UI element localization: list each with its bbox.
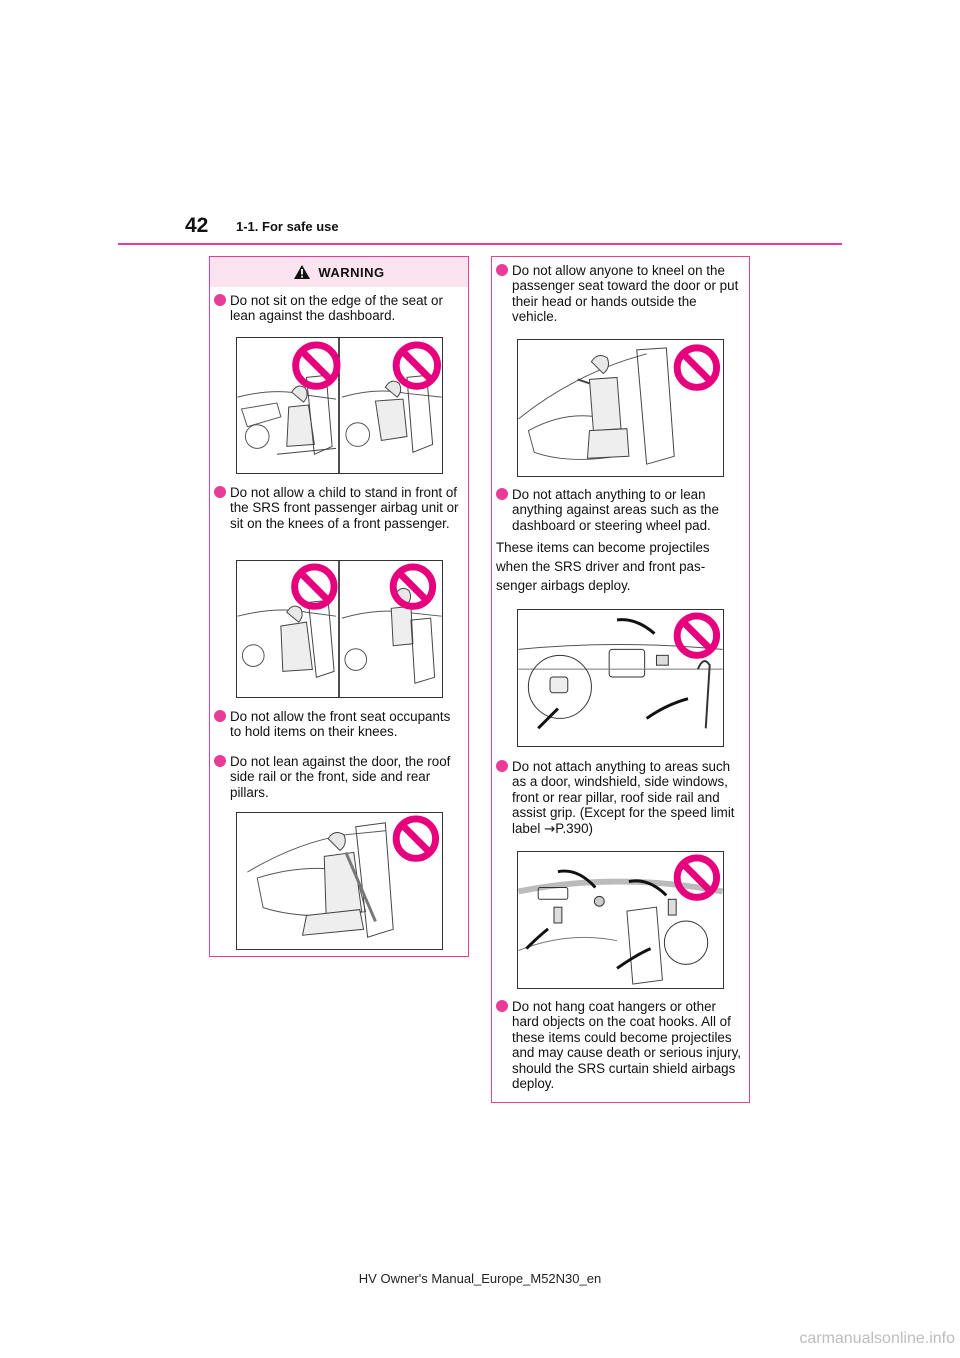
- note-line: These items can become projectiles: [496, 540, 710, 555]
- item-text: Do not allow a child to stand in front of the SRS front passenger airbag unit or sit on the knees of a front passenger.: [230, 485, 459, 531]
- item-text: Do not allow anyone to kneel on the passenger seat toward the door or put their head or hands outside the vehicle.: [512, 263, 739, 325]
- kneeling-scene: [518, 340, 723, 476]
- page-ref-link[interactable]: P.390): [555, 820, 593, 836]
- prohibition-icon: [396, 819, 435, 858]
- item-text: [496, 759, 744, 837]
- watermark: carmanualsonline.info: [799, 1330, 955, 1347]
- warning-title: WARNING: [318, 264, 385, 280]
- warning-box-left: [209, 256, 469, 957]
- list-item: [496, 999, 744, 1091]
- item-text-main: Do not attach anything to areas such as a door, windshield, side windows, front or rear pillar, roof side rail and assist grip. (Except for the speed limit label: [512, 759, 735, 836]
- item-text: Do not attach anything to or lean anything against areas such as the dashboard or steering wheel pad.: [512, 487, 719, 533]
- prohibition-icon: [296, 345, 337, 386]
- illustration-edge-of-seat: [236, 337, 443, 474]
- note-line: senger airbags deploy.: [496, 578, 631, 593]
- prohibition-icon: [677, 858, 716, 897]
- page-number: 42: [185, 214, 209, 237]
- section-title: 1-1. For safe use: [236, 219, 339, 234]
- list-item: [214, 293, 462, 324]
- leaning-door-scene: [237, 813, 442, 949]
- child-standing-scene: [237, 561, 442, 697]
- bullet-icon: [214, 294, 226, 306]
- warning-triangle-icon: [293, 264, 311, 280]
- interior-attachments-scene: [518, 852, 723, 988]
- page-ref-arrow: →: [544, 821, 556, 837]
- list-item: [214, 485, 462, 531]
- bullet-icon: [496, 488, 508, 500]
- note-line: when the SRS driver and front pas-: [496, 559, 706, 574]
- list-item: [496, 759, 744, 837]
- warning-header: [210, 257, 468, 287]
- item-text: Do not sit on the edge of the seat or lean against the dashboard.: [230, 293, 443, 324]
- header-rule: [118, 243, 842, 245]
- item-text: Do not allow the front seat occupants to hold items on their knees.: [230, 709, 451, 740]
- bullet-icon: [214, 710, 226, 722]
- bullet-icon: [214, 755, 226, 767]
- prohibition-icon: [677, 616, 716, 655]
- item-text: Do not hang coat hangers or other hard objects on the coat hooks. All of these items could become projectiles and may cause death or serious injury, should the SRS curtain shield airbags deploy.: [512, 999, 742, 1092]
- illustration-kneeling: [517, 339, 724, 477]
- prohibition-icon: [295, 567, 334, 606]
- manual-footer: HV Owner's Manual_Europe_M52N30_en: [358, 1271, 602, 1286]
- illustration-interior-attachments: [517, 851, 724, 989]
- bullet-icon: [496, 1000, 508, 1012]
- prohibition-icon: [393, 567, 432, 606]
- prohibition-icon: [396, 345, 437, 386]
- projectiles-note: [496, 538, 744, 595]
- warning-box-right: [491, 256, 750, 1103]
- list-item: [496, 263, 744, 325]
- bullet-icon: [496, 264, 508, 276]
- list-item: [214, 709, 462, 740]
- illustration-leaning-door: [236, 812, 443, 950]
- dashboard-items-scene: [518, 610, 723, 746]
- list-item: [214, 754, 462, 800]
- prohibition-icon: [677, 348, 716, 387]
- illustration-child-standing: [236, 560, 443, 698]
- edge-of-seat-scene: [237, 338, 442, 473]
- item-text: Do not lean against the door, the roof side rail or the front, side and rear pillars.: [230, 754, 451, 800]
- list-item: [496, 487, 744, 533]
- illustration-dashboard-items: [517, 609, 724, 747]
- bullet-icon: [496, 760, 508, 772]
- bullet-icon: [214, 486, 226, 498]
